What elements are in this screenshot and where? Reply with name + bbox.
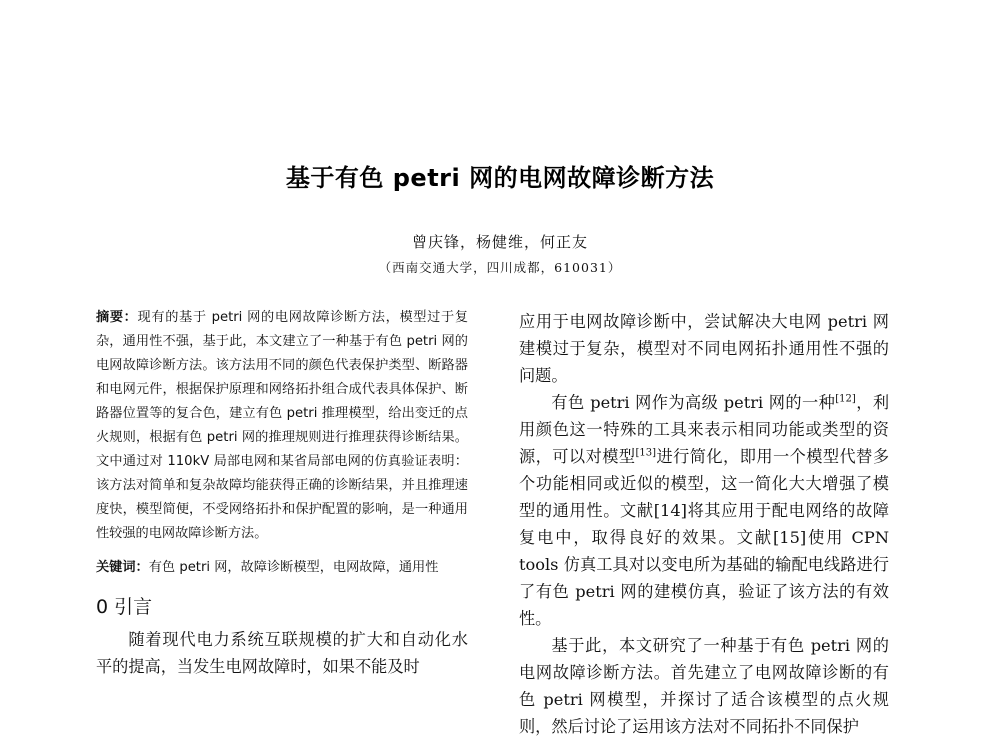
citation-13: [13]	[635, 447, 657, 459]
keywords	[96, 556, 468, 580]
right-paragraph-2-part-a: 有色 petri 网作为高级 petri 网的一种	[551, 393, 836, 412]
right-paragraph-3: 基于此，本文研究了一种基于有色 petri 网的电网故障诊断方法。首先建立了电网故障诊断的有色 petri 网模型，并探讨了适合该模型的点火规则，然后讨论了运用该方法对不同拓扑不同保护	[519, 636, 889, 736]
right-paragraph-1: 应用于电网故障诊断中，尝试解决大电网 petri 网建模过于复杂，模型对不同电网拓扑通用性不强的问题。	[519, 312, 889, 385]
right-paragraph-2	[519, 389, 889, 632]
left-column	[96, 306, 468, 680]
keywords-text: 有色 petri 网，故障诊断模型，电网故障，通用性	[148, 560, 439, 575]
section-heading-intro: 0 引言	[96, 596, 153, 618]
paper-authors: 曾庆锋，杨健维，何正友	[411, 233, 588, 251]
right-column	[519, 308, 889, 740]
paper-affiliation: （西南交通大学，四川成都，610031）	[378, 260, 622, 275]
abstract-label: 摘要：	[96, 310, 138, 325]
right-paragraph-2-part-c: 进行简化，即用一个模型代替多个功能相同或近似的模型，这一简化大大增强了模型的通用性。文献[14]将其应用于配电网络的故障复电中，取得良好的效果。文献[15]使用 CPN tools 仿真工具对以变电所为基础的输配电线路进行了有色 petri 网的建模仿真，验证了该方法的有效性。	[519, 447, 890, 628]
keywords-label: 关键词：	[96, 560, 149, 575]
intro-paragraph: 随着现代电力系统互联规模的扩大和自动化水平的提高，当发生电网故障时，如果不能及时	[96, 630, 468, 676]
abstract-text: 现有的基于 petri 网的电网故障诊断方法，模型过于复杂，通用性不强，基于此，本文建立了一种基于有色 petri 网的电网故障诊断方法。该方法用不同的颜色代表保护类型、断路器和电网元件，根据保护原理和网络拓扑组合成代表具体保护、断路器位置等的复合色，建立有色 petri 推理模型，给出变迁的点火规则，根据有色 petri 网的推理规则进行推理获得诊断结果。文中通过对 110kV 局部电网和某省局部电网的仿真验证表明：该方法对简单和复杂故障均能获得正确的诊断结果，并且推理速度快，模型简便，不受网络拓扑和保护配置的影响，是一种通用性较强的电网故障诊断方法。	[96, 310, 469, 541]
paper-title: 基于有色 petri 网的电网故障诊断方法	[285, 164, 715, 192]
citation-12: [12]	[835, 393, 856, 405]
abstract	[96, 306, 468, 546]
right-paragraph-2-part-b: ，利用颜色这一特殊的工具来表示相同功能或类型的资源，可以对模型	[519, 393, 890, 466]
